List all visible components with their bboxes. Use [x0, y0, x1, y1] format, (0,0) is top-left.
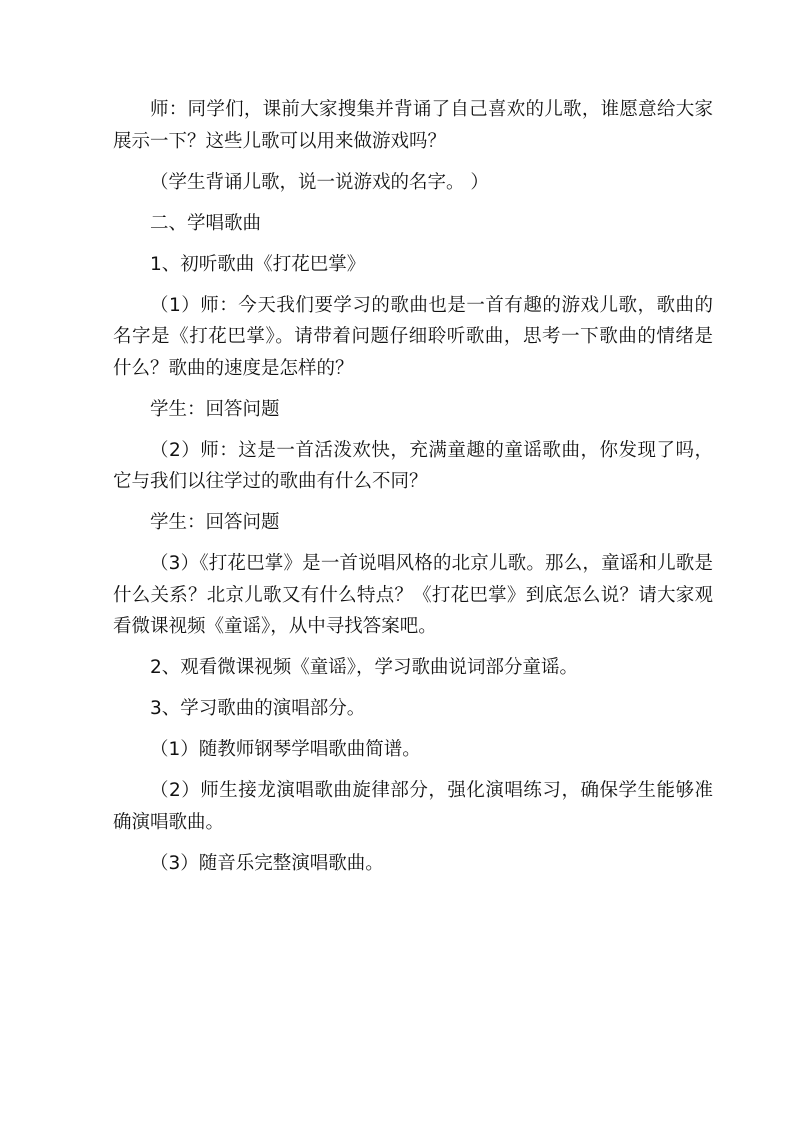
paragraph-step-3-3: （3）随音乐完整演唱歌曲。	[150, 852, 384, 874]
paragraph-step-1-3: （3）《打花巴掌》是一首说唱风格的北京儿歌。那么，童谣和儿歌是什么关系？北京儿歌又有什么特点？《打花巴掌》到底怎么说？请大家观看微课视频《童谣》，从中寻找答案吧。	[113, 553, 713, 637]
paragraph-step-3-2: （2）师生接龙演唱歌曲旋律部分，强化演唱练习，确保学生能够准确演唱歌曲。	[113, 780, 713, 833]
paragraph-student-answer: 学生：回答问题	[150, 512, 280, 533]
paragraph-student-answer: 学生：回答问题	[150, 398, 280, 420]
section-heading-learn-song: 二、学唱歌曲	[150, 212, 262, 234]
step-heading-watch-video: 2、观看微课视频《童谣》，学习歌曲说词部分童谣。	[150, 657, 579, 678]
paragraph-student-recite: （学生背诵儿歌，说一说游戏的名字。 ）	[150, 171, 489, 193]
paragraph-step-1-1: （1）师：今天我们要学习的歌曲也是一首有趣的游戏儿歌，歌曲的名字是《打花巴掌》。请带着问题仔细聆听歌曲，思考一下歌曲的情绪是什么？歌曲的速度是怎样的？	[113, 294, 713, 379]
step-heading-first-listen: 1、初听歌曲《打花巴掌》	[150, 253, 366, 275]
document-page	[113, 94, 713, 889]
paragraph-teacher-intro: 师：同学们，课前大家搜集并背诵了自己喜欢的儿歌，谁愿意给大家展示一下？这些儿歌可以用来做游戏吗？	[113, 99, 713, 152]
step-heading-learn-singing: 3、学习歌曲的演唱部分。	[150, 698, 366, 719]
paragraph-step-3-1: （1）随教师钢琴学唱歌曲简谱。	[150, 739, 421, 760]
paragraph-step-1-2: （2）师：这是一首活泼欢快，充满童趣的童谣歌曲，你发现了吗，它与我们以往学过的歌曲有什么不同？	[113, 439, 713, 492]
